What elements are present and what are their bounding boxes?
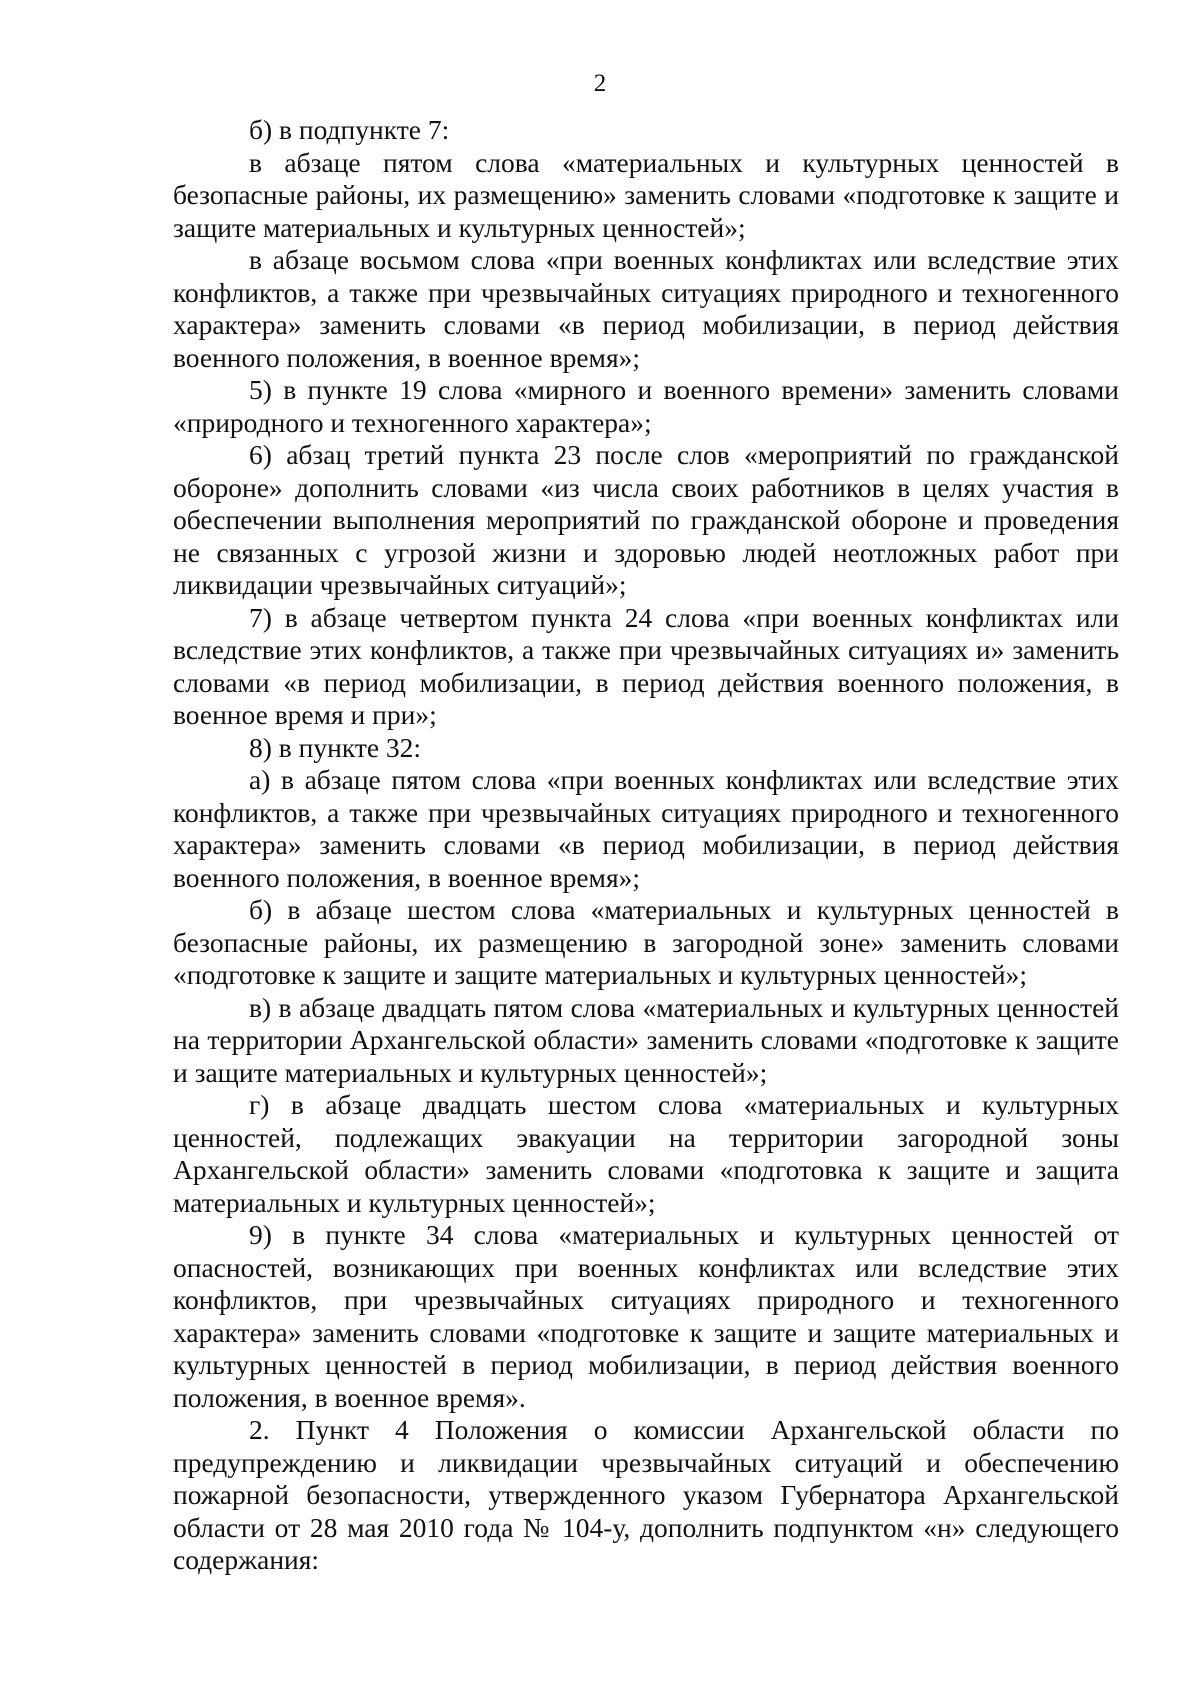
paragraph-item-6: 6) абзац третий пункта 23 после слов «мероприятий по гражданской обороне» дополнить словами «из числа своих работников в целях участия в обеспечении выполнения мероприятий по гражданской обороне и проведения не связанных с угрозой жизни и здоровью людей неотложных работ при ликвидации чрезвычайных ситуаций»; (173, 439, 1119, 600)
paragraph-item-5: 5) в пункте 19 слова «мирного и военного времени» заменить словами «природного и техногенного характера»; (173, 374, 1119, 438)
paragraph-item-8-g: г) в абзаце двадцать шестом слова «материальных и культурных ценностей, подлежащих эвакуации на территории загородной зоны Архангельской области» заменить словами «подготовка к защите и защита материальных и культурных ценностей»; (173, 1089, 1119, 1218)
paragraph-item-9: 9) в пункте 34 слова «материальных и культурных ценностей от опасностей, возникающих при военных конфликтах или вследствие этих конфликтов, при чрезвычайных ситуациях природного и техногенного характера» заменить словами «подготовке к защите и защите материальных и культурных ценностей в период мобилизации, в период действия военного положения, в военное время». (173, 1219, 1119, 1413)
document-body (173, 114, 1119, 1577)
page-number: 2 (593, 70, 607, 97)
paragraph-item-8-a: а) в абзаце пятом слова «при военных конфликтах или вследствие этих конфликтов, а также при чрезвычайных ситуациях природного и техногенного характера» заменить словами «в период мобилизации, в период действия военного положения, в военное время»; (173, 764, 1119, 893)
paragraph-item-8-header: 8) в пункте 32: (249, 731, 422, 763)
paragraph-item-8-v: в) в абзаце двадцать пятом слова «материальных и культурных ценностей на территории Архангельской области» заменить словами «подготовке к защите и защите материальных и культурных ценностей»; (173, 991, 1119, 1088)
paragraph-section-2: 2. Пункт 4 Положения о комиссии Архангельской области по предупреждению и ликвидации чрезвычайных ситуаций и обеспечению пожарной безопасности, утвержденного указом Губернатора Архангельской области от 28 мая 2010 года № 104-у, дополнить подпунктом «н» следующего содержания: (173, 1414, 1119, 1575)
paragraph-item-7: 7) в абзаце четвертом пункта 24 слова «при военных конфликтах или вследствие этих конфликтов, а также при чрезвычайных ситуациях и» заменить словами «в период мобилизации, в период действия военного положения, в военное время и при»; (173, 601, 1119, 730)
paragraph-subitem-b-header: б) в подпункте 7: (249, 114, 450, 145)
paragraph-eighth-abzac-change: в абзаце восьмом слова «при военных конфликтах или вследствие этих конфликтов, а также при чрезвычайных ситуациях природного и техногенного характера» заменить словами «в период мобилизации, в период действия военного положения, в военное время»; (173, 244, 1119, 373)
paragraph-item-8-b: б) в абзаце шестом слова «материальных и культурных ценностей в безопасные районы, их размещению в загородной зоне» заменить словами «подготовке к защите и защите материальных и культурных ценностей»; (173, 894, 1119, 990)
paragraph-fifth-abzac-change: в абзаце пятом слова «материальных и культурных ценностей в безопасные районы, их размещению» заменить словами «подготовке к защите и защите материальных и культурных ценностей»; (173, 146, 1119, 243)
